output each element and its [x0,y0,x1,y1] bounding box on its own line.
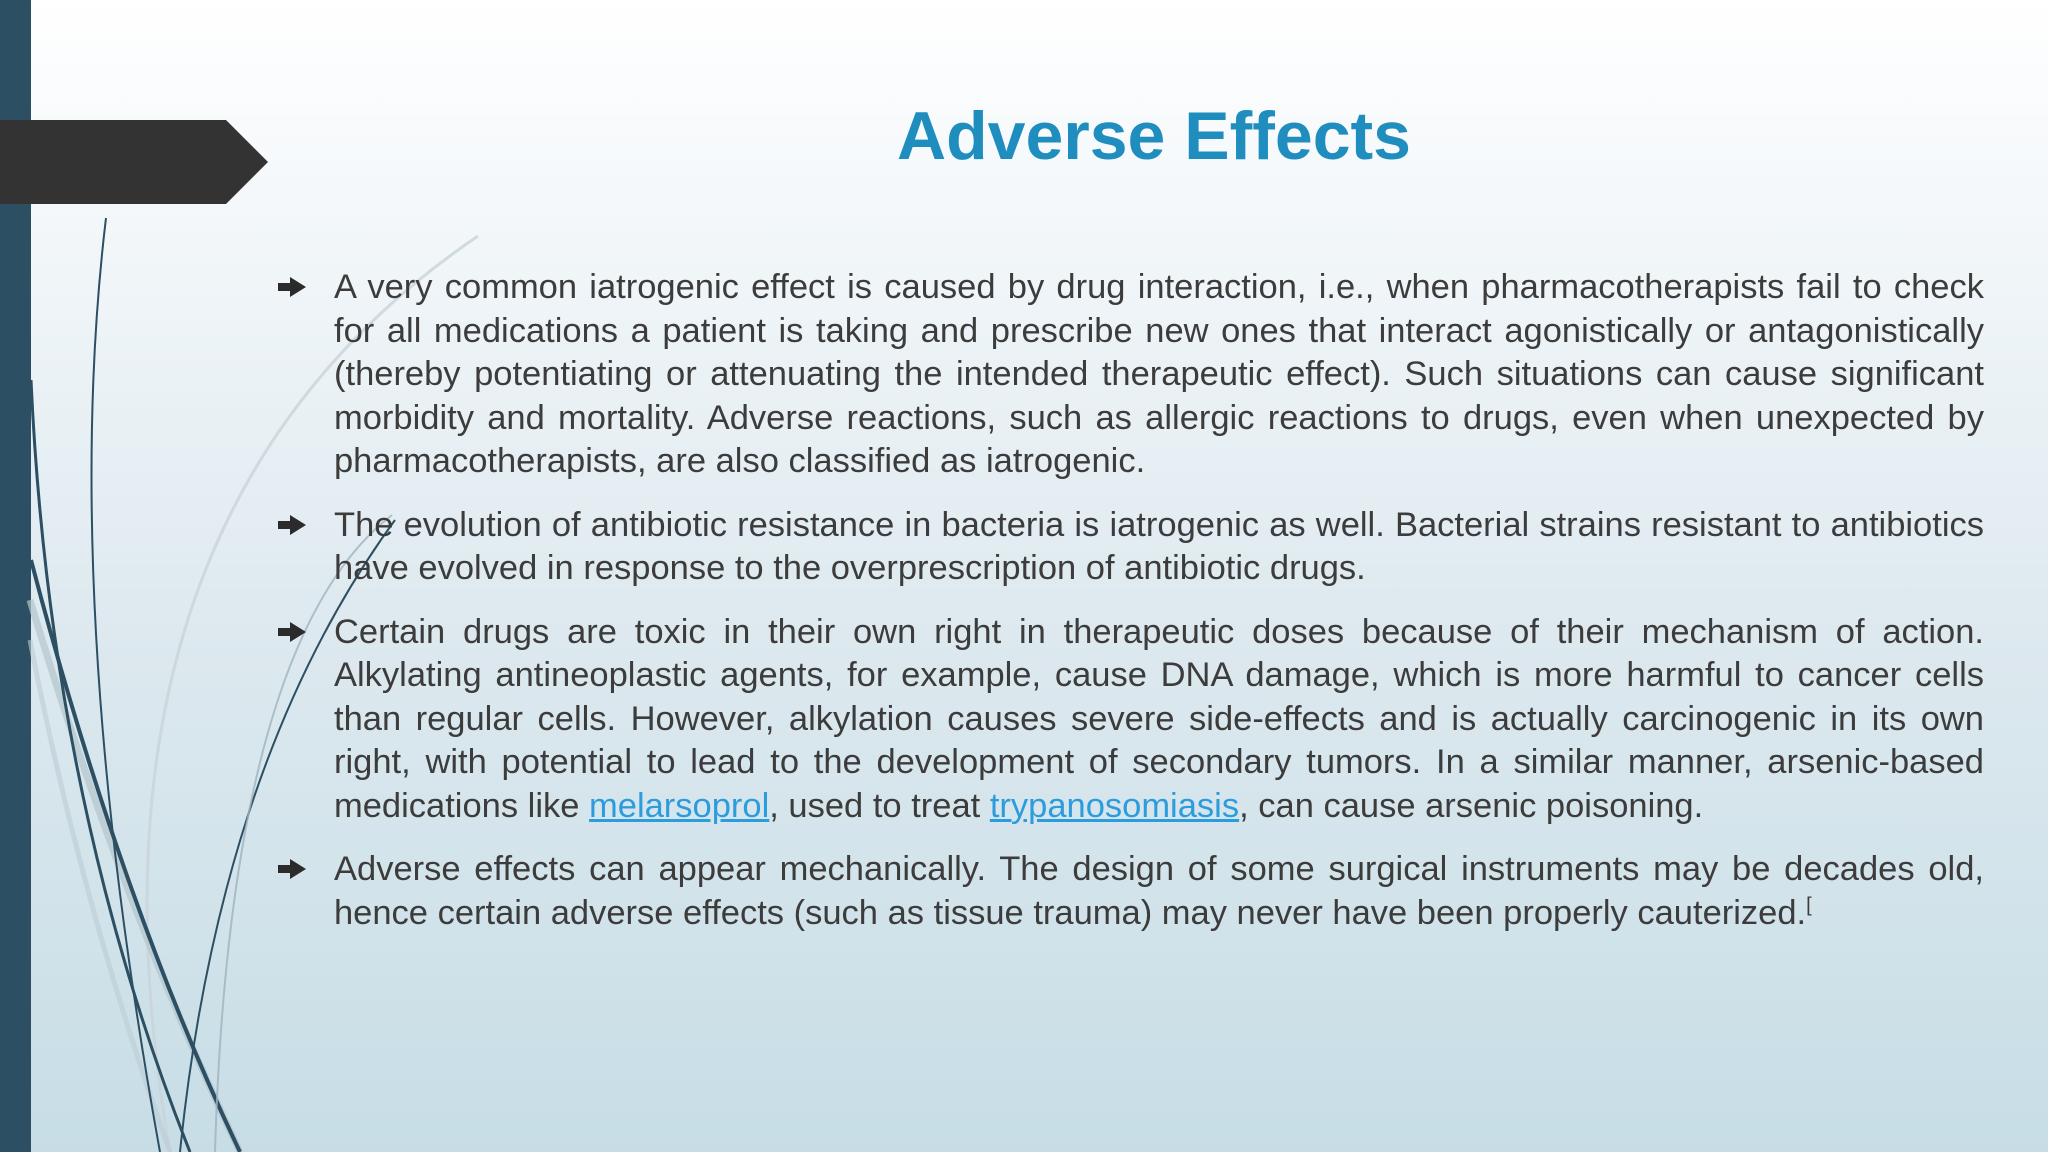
arrow-right-icon [278,277,306,297]
bullet-text: A very common iatrogenic effect is caused by drug interaction, i.e., when pharmacotherapists fail to check for all medications a patient is taking and prescribe new ones that interact agonistically or antagonistically (thereby potentiating or attenuating the intended therapeutic effect). Such situations can cause significant morbidity and mortality. Adverse reactions, such as allergic reactions to drugs, even when unexpected by pharmacotherapists, are also classified as iatrogenic. [334,268,1984,480]
footnote-marker: [ [1806,894,1812,916]
bullet-text: , can cause arsenic poisoning. [1239,786,1704,825]
list-item [278,266,1984,484]
arrow-right-icon [278,622,306,642]
bullet-text: Adverse effects can appear mechanically. The design of some surgical instruments may be decades old, hence certain adverse effects (such as tissue trauma) may never have been properly cauterized. [334,850,1984,932]
arrow-right-icon [278,859,306,879]
bullet-text: The evolution of antibiotic resistance in bacteria is iatrogenic as well. Bacterial strains resistant to antibiotics have evolved in response to the overprescription of antibiotic drugs. [334,505,1984,587]
trypanosomiasis-link[interactable]: trypanosomiasis [989,786,1240,825]
bullet-text: Certain drugs are toxic in their own right in therapeutic doses because of their mechanism of action. Alkylating antineoplastic agents, for example, cause DNA damage, which is more harmful to cancer cells than regular cells. However, alkylation causes severe side-effects and is actually carcinogenic in its own right, with potential to lead to the development of secondary tumors. In a similar manner, arsenic-based medications like [334,612,1984,825]
bullet-list [278,266,1984,955]
list-item [278,611,1984,829]
page-title: Adverse Effects [896,98,1412,174]
arrow-right-icon [278,515,306,535]
bullet-text: , used to treat [769,786,990,825]
list-item [278,848,1984,935]
list-item [278,504,1984,591]
title-banner-arrow [0,120,268,204]
melarsoprol-link[interactable]: melarsoprol [589,786,770,825]
